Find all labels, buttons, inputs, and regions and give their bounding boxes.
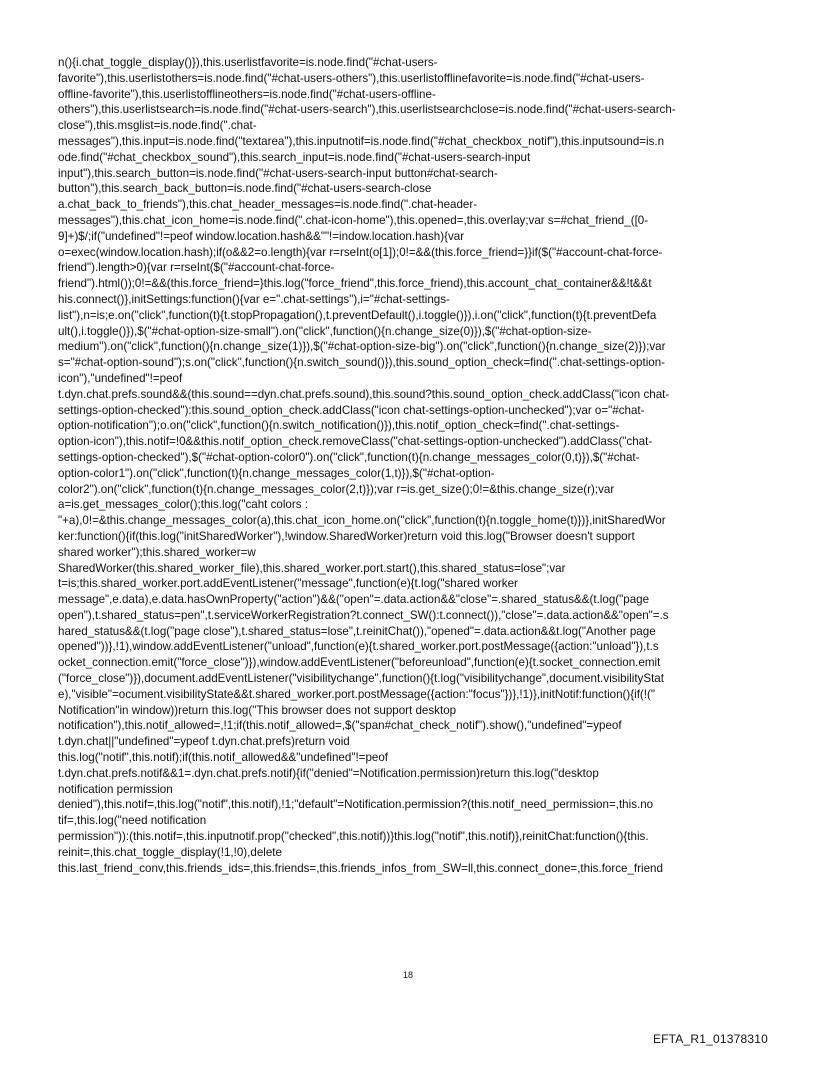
code-line: e),"visible"=ocument.visibilityState&&t.shared_worker.port.postMessage({action:"focus"})},!1)},initNotif:function(){if(!(" (58, 687, 655, 701)
code-line: s="#chat-option-sound");s.on("click",function(){n.switch_sound()}),this.sound_option_check=find(".chat-settings-option- (58, 356, 666, 370)
code-line: shared worker");this.shared_worker=w (58, 545, 256, 559)
code-line: messages"),this.chat_icon_home=is.node.find(".chat-icon-home"),this.opened=,this.overlay;var s=#chat_friend_([0- (58, 213, 649, 227)
document-id: EFTA_R1_01378310 (652, 1032, 768, 1046)
code-line: his.connect()},initSettings:function(){var e=".chat-settings"),i="#chat-settings- (58, 292, 450, 306)
code-line: offline-favorite"),this.userlistofflineothers=is.node.find("#chat-users-offline- (58, 87, 436, 101)
code-line: ocket_connection.emit("force_close")}),window.addEventListener("beforeunload",function(e){t.socket_connection.emit (58, 656, 661, 670)
code-line: denied"),this.notif=,this.log("notif",this.notif),!1;"default"=Notification.permission?(this.notif_need_permission=,this.no (58, 798, 654, 812)
code-line: option-color1").on("click",function(t){n.change_messages_color(1,t)}),$("#chat-option- (58, 466, 495, 480)
code-line: settings-option-checked"):this.sound_option_check.addClass("icon chat-settings-option-unchecked");var o="#chat- (58, 403, 645, 417)
code-line: message",e.data),e.data.hasOwnProperty("action")&&("open"=.data.action&&"close"=.shared_status&&(t.log("page (58, 593, 650, 607)
code-line: friend").html());0!=&&(this.force_friend=}this.log("force_friend",this.force_friend),this.account_chat_container&&!t&&t (58, 277, 652, 291)
code-line: icon"),"undefined"!=peof (58, 371, 183, 385)
code-line: this.log("notif",this.notif);if(this.notif_allowed&&"undefined"!=peof (58, 751, 389, 765)
code-line: ("force_close")}),document.addEventListener("visibilitychange",function(){t.log("visibilitychange",document.visibilityStat (58, 672, 664, 686)
code-line: "+a),0!=&this.change_messages_color(a),this.chat_icon_home.on("click",function(t){n.toggle_home(t)})},initSharedWor (58, 514, 666, 528)
code-line: others"),this.userlistsearch=is.node.find("#chat-users-search"),this.userlistsearchclose=is.node.find("#chat-users-search- (58, 103, 676, 117)
code-line: button"),this.search_back_button=is.node.find("#chat-users-search-close (58, 182, 432, 196)
code-line: messages"),this.input=is.node.find("textarea"),this.inputnotif=is.node.find("#chat_checkbox_notif"),this.inputsound=is.n (58, 134, 665, 148)
code-line: opened"))},!1),window.addEventListener("unload",function(e){t.shared_worker.port.postMessage({action:"unload"}),t.s (58, 640, 659, 654)
code-line: reinit=,this.chat_toggle_display(!1,!0),delete (58, 845, 282, 859)
code-line: permission")):(this.notif=,this.inputnotif.prop("checked",this.notif))}this.log("notif",this.notif)},reinitChat:function(){this. (58, 830, 649, 844)
code-line: t.dyn.chat||"undefined"=ypeof t.dyn.chat.prefs)return void (58, 735, 350, 749)
code-line: t.dyn.chat.prefs.notif&&1=.dyn.chat.prefs.notif){if("denied"=Notification.permission)return this.log("desktop (58, 766, 599, 780)
code-line: close"),this.msglist=is.node.find(".chat- (58, 119, 257, 133)
code-line: list"),n=is;e.on("click",function(t){t.stopPropagation(),t.preventDefault(),i.toggle()}),i.on("click",function(t){t.preventDefa (58, 308, 657, 322)
code-line: open"),t.shared_status=pen",t.serviceWorkerRegistration?t.connect_SW():t.connect()),"close"=.data.action&&"open"=.s (58, 608, 669, 622)
code-line: option-icon"),this.notif=!0&&this.notif_option_check.removeClass("chat-settings-option-unchecked").addClass("chat- (58, 435, 653, 449)
code-line: o=exec(window.location.hash);if(o&&2=o.length){var r=rseInt(o[1]);0!=&&(this.force_friend=}}if($("#account-chat-force- (58, 245, 663, 259)
code-line: notification permission (58, 782, 173, 796)
code-text-block (58, 55, 766, 876)
code-line: notification"),this.notif_allowed=,!1;if(this.notif_allowed=,$("span#chat_check_notif").show(),"undefined"=ypeof (58, 719, 622, 733)
code-line: input"),this.search_button=is.node.find("#chat-users-search-input button#chat-search- (58, 166, 498, 180)
code-line: ult(),i.toggle()}),$("#chat-option-size-small").on("click",function(){n.change_size(0)}),$("#chat-option-size- (58, 324, 592, 338)
code-line: ker:function(){if(this.log("initSharedWorker"),!window.SharedWorker)return void this.log("Browser doesn't support (58, 529, 635, 543)
code-line: medium").on("click",function(){n.change_size(1)}),$("#chat-option-size-big").on("click",function(){n.change_size(2)});var (58, 340, 666, 354)
code-line: this.last_friend_conv,this.friends_ids=,this.friends=,this.friends_infos_from_SW=ll,this.connect_done=,this.force_friend (58, 861, 663, 875)
code-line: tif=,this.log("need notification (58, 814, 207, 828)
page-number: 18 (402, 970, 413, 980)
code-line: SharedWorker(this.shared_worker_file),this.shared_worker.port.start(),this.shared_status=lose";var (58, 561, 566, 575)
code-line: Notification"in window))return this.log("This browser does not support desktop (58, 703, 457, 717)
code-line: a=is.get_messages_color();this.log("caht colors : (58, 498, 308, 512)
code-line: t.dyn.chat.prefs.sound&&(this.sound==dyn.chat.prefs.sound),this.sound?this.sound_option_check.addClass("icon chat- (58, 387, 670, 401)
code-line: favorite"),this.userlistothers=is.node.find("#chat-users-others"),this.userlistofflinefavorite=is.node.find("#chat-users- (58, 71, 645, 85)
code-line: friend").length>0){var r=rseInt($("#account-chat-force- (58, 261, 335, 275)
code-line: ode.find("#chat_checkbox_sound"),this.search_input=is.node.find("#chat-users-search-input (58, 150, 531, 164)
code-line: a.chat_back_to_friends"),this.chat_header_messages=is.node.find(".chat-header- (58, 198, 478, 212)
code-line: n(){i.chat_toggle_display()}),this.userlistfavorite=is.node.find("#chat-users- (58, 56, 438, 69)
code-line: 9]+)$/;if("undefined"!=peof window.location.hash&&""!=indow.location.hash){var (58, 229, 465, 243)
code-line: t=is;this.shared_worker.port.addEventListener("message",function(e){t.log("shared worker (58, 577, 518, 591)
code-line: settings-option-checked"),$("#chat-option-color0").on("click",function(t){n.change_messages_color(0,t)}),$("#chat- (58, 450, 640, 464)
code-line: option-notification");o.on("click",function(){n.switch_notification()}),this.notif_option_check=find(".chat-settings- (58, 419, 620, 433)
code-line: color2").on("click",function(t){n.change_messages_color(2,t)});var r=is.get_size();0!=&this.change_size(r);var (58, 482, 615, 496)
code-line: hared_status&&(t.log("page close"),t.shared_status=lose",t.reinitChat()),"opened"=.data.action&&t.log("Another page (58, 624, 656, 638)
